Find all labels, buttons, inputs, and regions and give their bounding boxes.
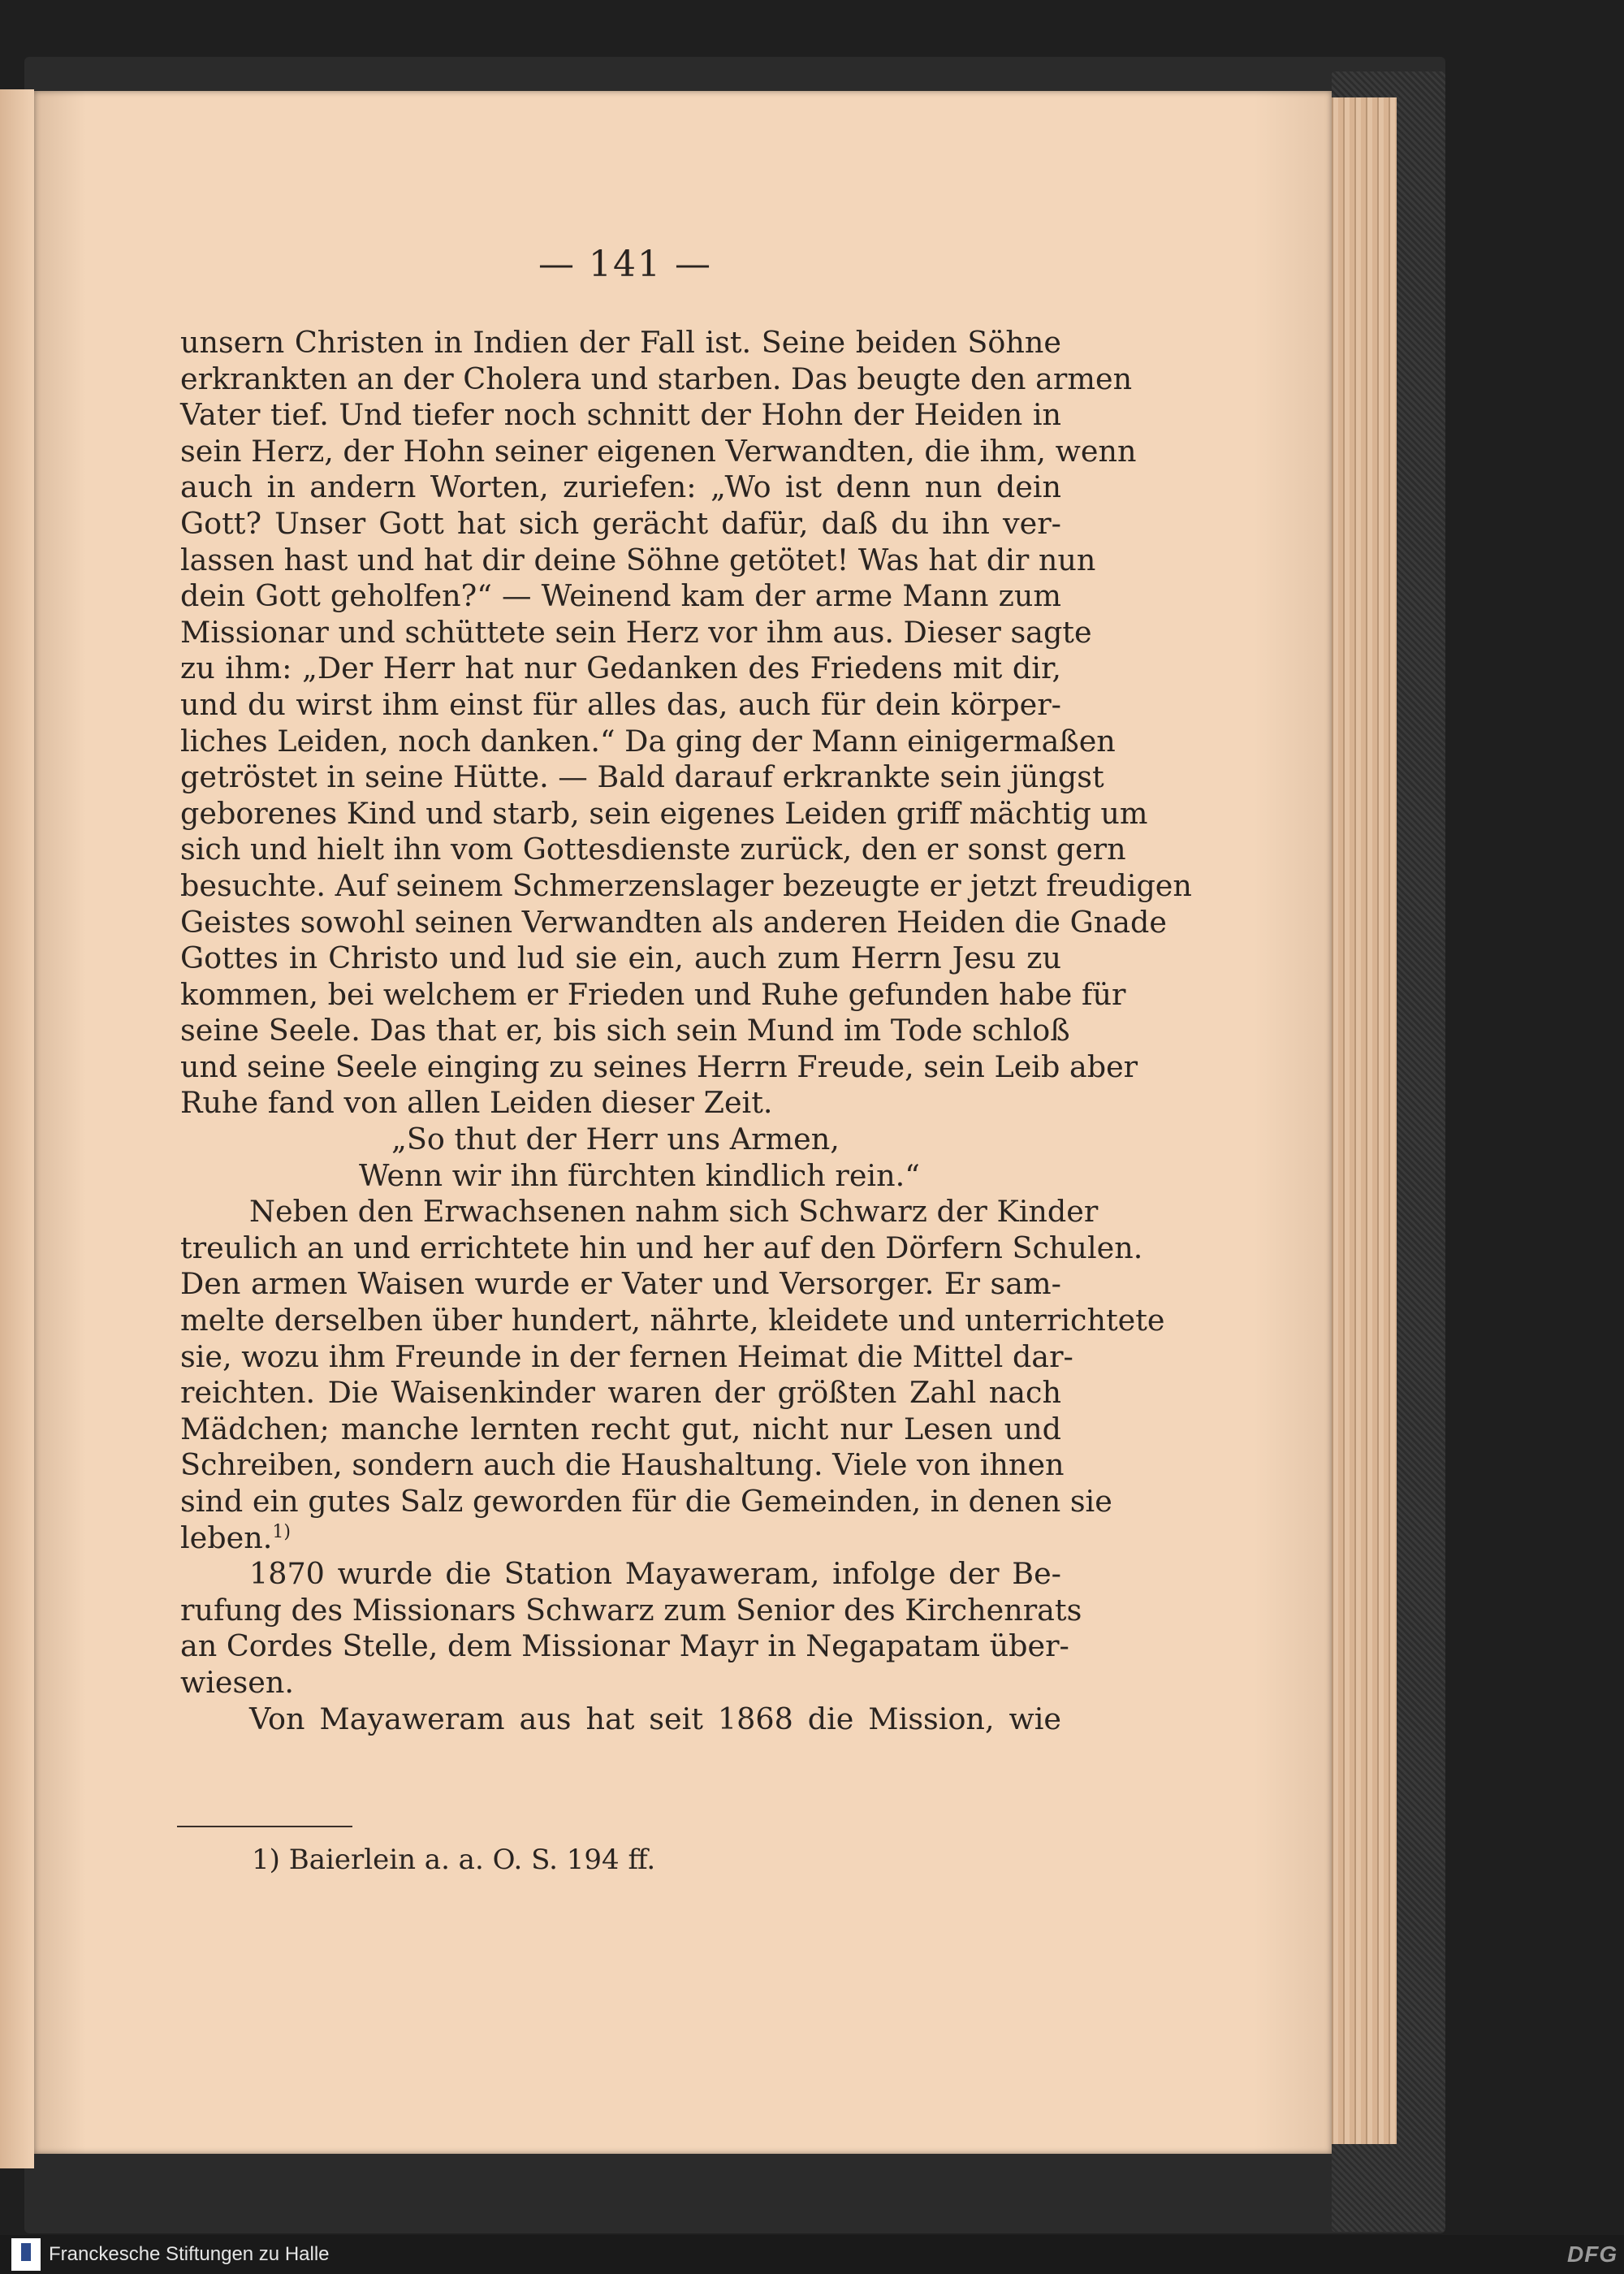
text-line: besuchte. Auf seinem Schmerzenslager bezeugte er jetzt freudigen [180, 867, 1192, 903]
text-line: Schreiben, sondern auch die Haushaltung. Viele von ihnen [180, 1447, 1065, 1483]
text-line: zu ihm: „Der Herr hat nur Gedanken des Friedens mit dir, [180, 651, 1061, 686]
text-line: 1870 wurde die Station Mayaweram, infolge der Be- [249, 1556, 1061, 1592]
text-line: Missionar und schüttete sein Herz vor ihm aus. Dieser sagte [180, 614, 1092, 650]
text-line: Ruhe fand von allen Leiden dieser Zeit. [180, 1085, 773, 1121]
text-line: kommen, bei welchem er Frieden und Ruhe gefunden habe für [180, 976, 1126, 1012]
text-line: auch in andern Worten, zuriefen: „Wo ist denn nun dein [180, 469, 1061, 505]
footnote-marker: 1) [252, 1844, 280, 1876]
text-line [180, 1520, 1061, 1557]
text-line: sein Herz, der Hohn seiner eigenen Verwandten, die ihm, wenn [180, 433, 1137, 469]
text-line: Von Mayaweram aus hat seit 1868 die Mission, wie [249, 1701, 1061, 1736]
text-line: Gottes in Christo und lud sie ein, auch zum Herrn Jesu zu [180, 940, 1061, 976]
text-line: sich und hielt ihn vom Gottesdienste zurück, den er sonst gern [180, 832, 1126, 867]
footnote-reference-number: 1 [272, 1521, 284, 1542]
text-line: sind ein gutes Salz geworden für die Gemeinden, in denen sie [180, 1484, 1112, 1519]
footnote-reference-paren: ) [283, 1521, 291, 1542]
verse-line: Wenn wir ihn fürchten kindlich rein.“ [359, 1157, 920, 1193]
text-line: Den armen Waisen wurde er Vater und Versorger. Er sam- [180, 1266, 1061, 1302]
dfg-logo: DFG [1567, 2242, 1618, 2267]
verse-line: „So thut der Herr uns Armen, [391, 1122, 840, 1157]
text-line: dein Gott geholfen?“ — Weinend kam der arme Mann zum [180, 578, 1061, 614]
text-line: melte derselben über hundert, nährte, kleidete und unterrichtete [180, 1303, 1165, 1338]
library-name: Franckesche Stiftungen zu Halle [49, 2243, 330, 2265]
text-line: Neben den Erwachsenen nahm sich Schwarz der Kinder [249, 1194, 1099, 1230]
text-line: Vater tief. Und tiefer noch schnitt der Hohn der Heiden in [180, 397, 1061, 433]
body-text [180, 325, 1192, 1737]
text-line: und seine Seele einging zu seines Herrn Freude, sein Leib aber [180, 1048, 1138, 1084]
text-line-content: leben. [180, 1520, 273, 1555]
text-line: unsern Christen in Indien der Fall ist. Seine beiden Söhne [180, 325, 1061, 360]
text-line: lassen hast und hat dir deine Söhne getötet! Was hat dir nun [180, 542, 1096, 577]
page-number: — 141 — [538, 244, 712, 285]
previous-page-edge [0, 89, 34, 2168]
text-line: Geistes sowohl seinen Verwandten als anderen Heiden die Gnade [180, 904, 1167, 940]
text-line: treulich an und errichtete hin und her auf den Dörfern Schulen. [180, 1230, 1143, 1265]
text-line: wiesen. [180, 1664, 294, 1700]
footnote-text: Baierlein a. a. O. S. 194 ff. [288, 1844, 656, 1876]
text-line: Gott? Unser Gott hat sich gerächt dafür, daß du ihn ver- [180, 505, 1061, 541]
text-line: seine Seele. Das that er, bis sich sein Mund im Tode schloß [180, 1013, 1070, 1048]
text-line: getröstet in seine Hütte. — Bald darauf erkrankte sein jüngst [180, 759, 1104, 795]
footnote [252, 1844, 655, 1876]
text-line: rufung des Missionars Schwarz zum Senior des Kirchenrats [180, 1592, 1082, 1628]
library-logo-mark [21, 2243, 31, 2261]
text-line: reichten. Die Waisenkinder waren der größten Zahl nach [180, 1375, 1061, 1411]
text-line: sie, wozu ihm Freunde in der fernen Heimat die Mittel dar- [180, 1338, 1073, 1374]
text-line: erkrankten an der Cholera und starben. Das beugte den armen [180, 361, 1133, 396]
text-line: an Cordes Stelle, dem Missionar Mayr in Negapatam über- [180, 1628, 1069, 1664]
footnote-divider [177, 1826, 352, 1827]
text-line: geborenes Kind und starb, sein eigenes Leiden griff mächtig um [180, 795, 1148, 831]
text-line: Mädchen; manche lernten recht gut, nicht nur Lesen und [180, 1411, 1061, 1446]
text-line: und du wirst ihm einst für alles das, auch für dein körper- [180, 686, 1061, 722]
footnote-reference [272, 1521, 291, 1541]
text-line: liches Leiden, noch danken.“ Da ging der Mann einigermaßen [180, 723, 1116, 759]
